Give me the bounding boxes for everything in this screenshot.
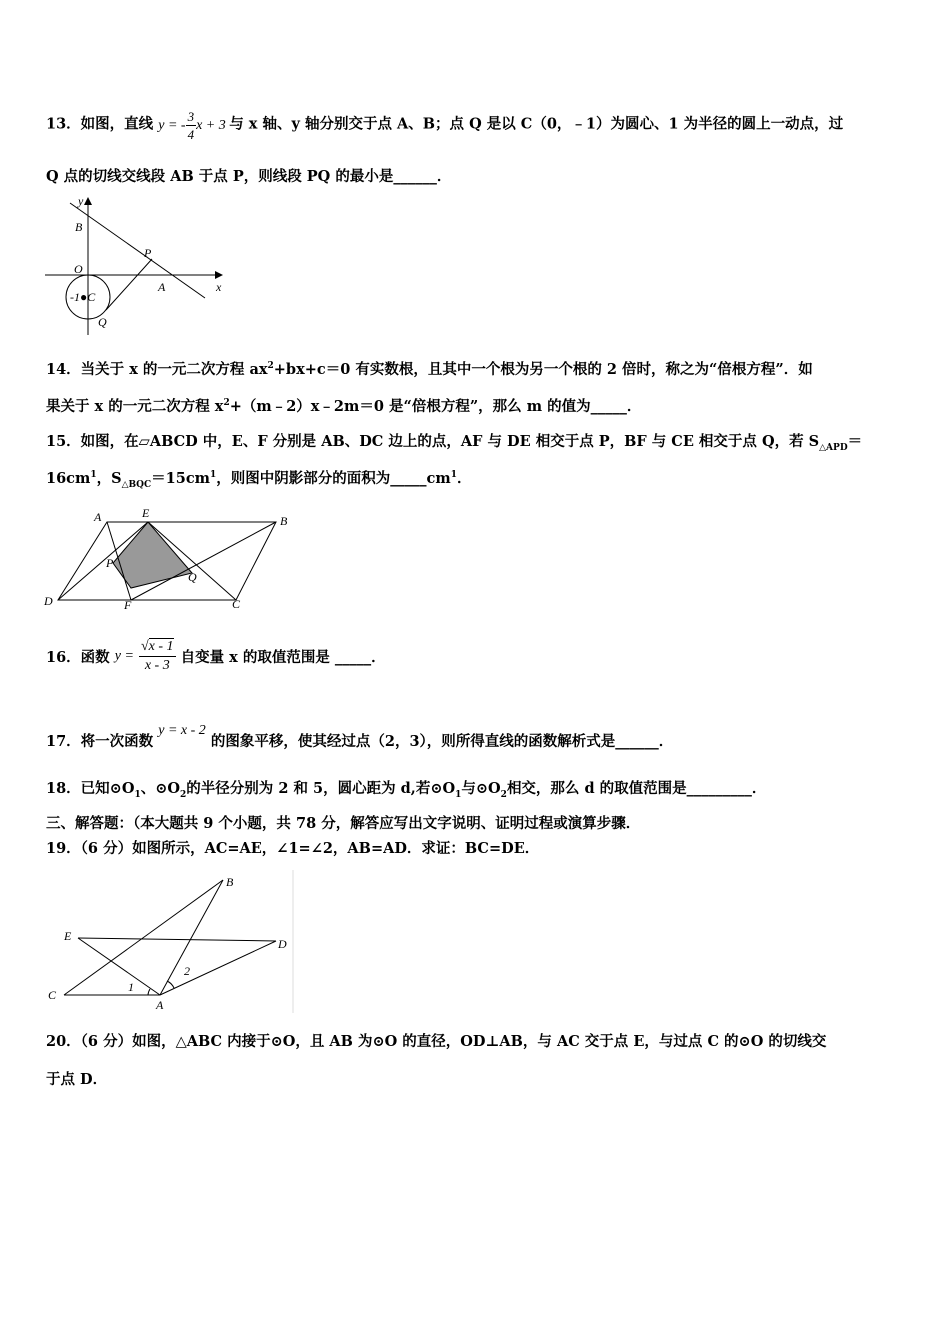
q20-line2: 于点 D． — [46, 1071, 108, 1088]
q15-line2: $16cm^1$，$S_{\triangle BQC}=15cm^1$，则图中阴影部分的面积为$\_\_\_\_\_cm^1$． — [46, 470, 472, 490]
q13-equation: y = - $\frac{3}{4}$ x + 3 — [158, 109, 226, 142]
svg-text:Q: Q — [188, 570, 197, 584]
q14-line2: 果关于 x 的一元二次方程 $x^2+(m﹣2)x﹣2m=0$ 是“倍根方程”，那么 m 的值为_____． — [46, 398, 642, 415]
shaded-region — [113, 522, 192, 588]
svg-text:P: P — [144, 246, 152, 260]
svg-text:x: x — [216, 280, 222, 294]
svg-text:P: P — [106, 556, 114, 570]
svg-text:C: C — [232, 597, 241, 611]
line-ab — [70, 203, 205, 298]
section-3-heading: 三、解答题：（本大题共 9 个小题，共 78 分，解答应写出文字说明、证明过程或演算步骤． — [46, 815, 641, 832]
svg-text:D: D — [44, 594, 53, 608]
side-ed — [78, 938, 276, 941]
q19-figure — [40, 868, 300, 1018]
y-axis-arrow — [84, 197, 92, 205]
svg-text:B: B — [280, 514, 288, 528]
q13-figure — [40, 195, 240, 345]
svg-text:E: E — [64, 929, 72, 943]
q15-line1: 15．如图，在▱ABCD 中，E、F 分别是 AB、DC 边上的点，AF 与 DE 相交于点 P，BF 与 CE 相交于点 Q，若 $S_{\triangle APD}=$ — [46, 433, 863, 453]
svg-text:A: A — [156, 998, 164, 1012]
side-ad — [160, 941, 276, 995]
side-cb — [64, 880, 223, 995]
side-ea — [78, 938, 160, 995]
q16-fraction: $\frac{√x - 1}{x - 3}$ — [140, 639, 174, 673]
q18-line: 18．已知$⊙O_1$、$⊙O_2$的半径分别为 2 和 5，圆心距为 d,若$⊙O_1$与$⊙O_2$相交，那么 d 的取值范围是_________． — [46, 780, 767, 800]
svg-text:-1●C: -1●C — [70, 290, 96, 304]
line-pq — [106, 259, 152, 310]
svg-text:Q: Q — [98, 315, 107, 329]
svg-text:1: 1 — [128, 980, 134, 994]
angle-2-arc — [167, 981, 174, 988]
q13-line1: 13．如图，直线 y = - $\frac{3}{4}$ x + 3 与 x 轴、y 轴分别交于点 A、B；点 Q 是以 C（0，﹣1）为圆心、1 为半径的圆上一动点，过 — [46, 109, 844, 142]
q20-line1: 20．（6 分）如图，△ABC 内接于⊙O，且 AB 为⊙O 的直径，OD⊥AB，与 AC 交于点 E，与过点 C 的⊙O 的切线交 — [46, 1033, 827, 1050]
q13-line2: Q 点的切线交线段 AB 于点 P，则线段 PQ 的最小是______． — [46, 168, 452, 185]
q14-line1: 14．当关于 x 的一元二次方程 $ax^2+bx+c=0$ 有实数根，且其中一个根为另一个根的 2 倍时，称之为“倍根方程”．如 — [46, 361, 813, 378]
q17-line: 17．将一次函数 y = x - 2 的图象平移，使其经过点（2，3），则所得直线的函数解析式是______． — [46, 723, 674, 750]
q15-figure — [40, 505, 300, 610]
svg-text:D: D — [278, 937, 287, 951]
x-axis-arrow — [215, 271, 223, 279]
svg-text:A: A — [158, 280, 166, 294]
svg-text:F: F — [124, 598, 132, 612]
angle-1-arc — [148, 989, 150, 995]
svg-text:A: A — [94, 510, 102, 524]
q19-line: 19．（6 分）如图所示，AC=AE，∠1=∠2，AB=AD．求证：BC=DE． — [46, 840, 540, 857]
side-ab — [160, 880, 223, 995]
svg-text:E: E — [142, 506, 150, 520]
svg-text:2: 2 — [184, 964, 190, 978]
svg-text:B: B — [75, 220, 83, 234]
svg-text:O: O — [74, 262, 83, 276]
q16-line: 16．函数 y = $\frac{√x - 1}{x - 3}$ 自变量 x 的取值范围是 _____． — [46, 639, 386, 673]
svg-text:y: y — [78, 194, 84, 208]
svg-text:C: C — [48, 988, 57, 1002]
svg-text:B: B — [226, 875, 234, 889]
